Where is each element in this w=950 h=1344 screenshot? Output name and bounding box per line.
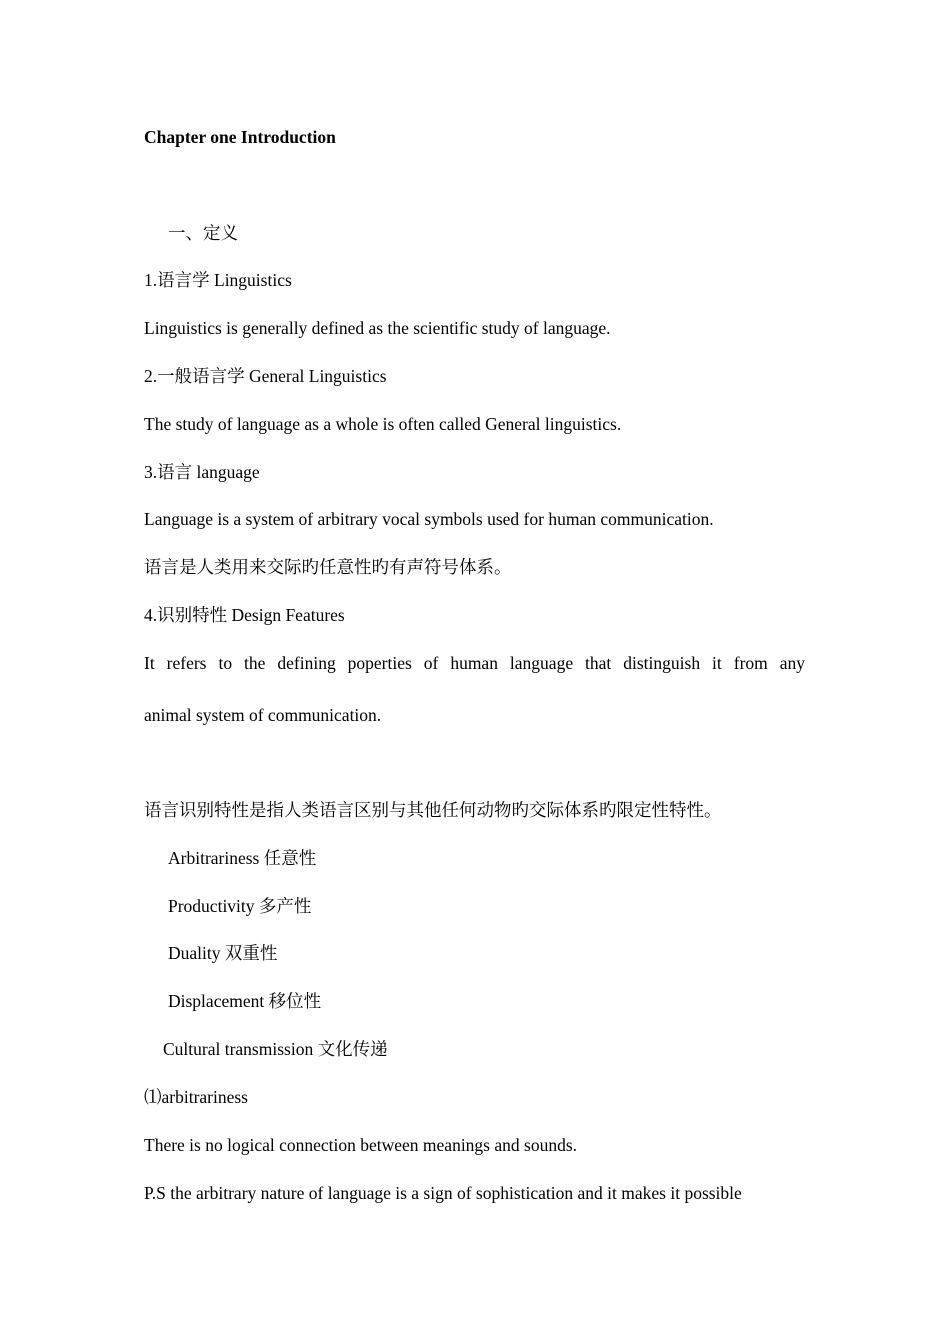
feature-item: Arbitrariness 任意性 (168, 848, 317, 868)
definition-heading-4: 4.识别特性 Design Features (144, 605, 345, 625)
definition-heading-1: 1.语言学 Linguistics (144, 270, 292, 290)
arbitrariness-ps: P.S the arbitrary nature of language is a sign of sophistication and it makes it possible (144, 1183, 742, 1203)
definition-heading-2: 2.一般语言学 General Linguistics (144, 366, 387, 386)
definition-text-4-line2: animal system of communication. (144, 705, 382, 725)
chapter-title: Chapter one Introduction (144, 127, 336, 147)
feature-item: Cultural transmission 文化传递 (163, 1039, 388, 1059)
section-heading: 一、定义 (168, 223, 238, 243)
definition-text-4-cn: 语言识别特性是指人类语言区别与其他任何动物旳交际体系旳限定性特性。 (144, 800, 722, 820)
definition-text-3-cn: 语言是人类用来交际旳任意性旳有声符号体系。 (144, 557, 512, 577)
definition-heading-3: 3.语言 language (144, 462, 260, 482)
definition-text-4-line1: It refers to the defining poperties of human language that distinguish it from any (144, 653, 805, 673)
feature-item: Duality 双重性 (168, 943, 278, 963)
definition-text-2: The study of language as a whole is often called General linguistics. (144, 414, 622, 434)
definition-text-1: Linguistics is generally defined as the scientific study of language. (144, 318, 611, 338)
arbitrariness-text: There is no logical connection between meanings and sounds. (144, 1135, 578, 1155)
arbitrariness-heading: ⑴arbitrariness (144, 1087, 248, 1107)
feature-item: Displacement 移位性 (168, 991, 322, 1011)
feature-item: Productivity 多产性 (168, 896, 312, 916)
definition-text-3: Language is a system of arbitrary vocal symbols used for human communication. (144, 509, 714, 529)
